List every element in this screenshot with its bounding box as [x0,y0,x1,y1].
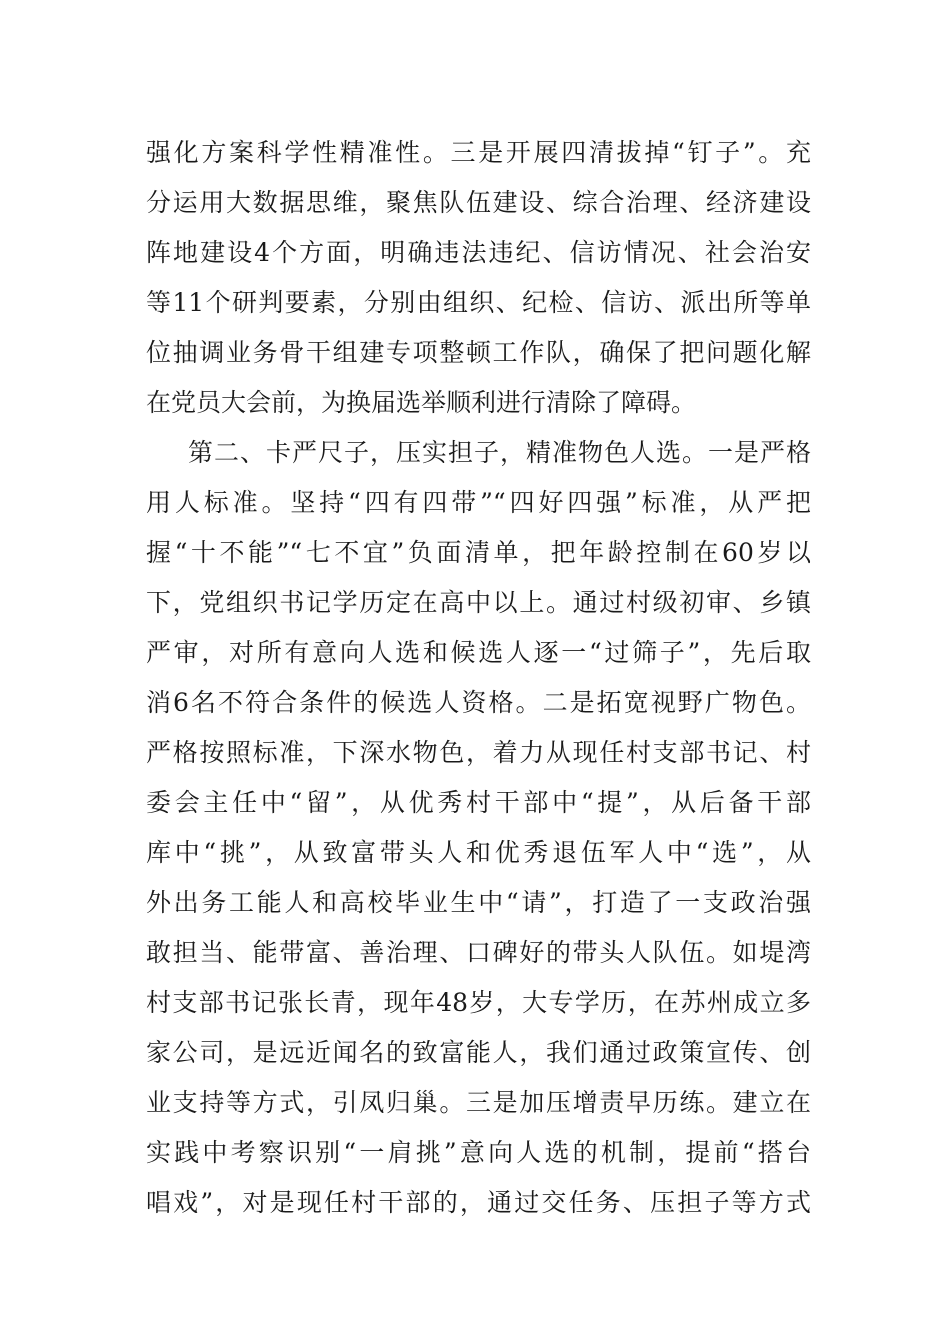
text-line: 实践中考察识别“一肩挑”意向人选的机制，提前“搭台 [146,1138,811,1167]
text-line: 阵地建设4个方面，明确违法违纪、信访情况、社会治安 [146,238,811,267]
text-line: 用人标准。坚持“四有四带”“四好四强”标准，从严把 [146,488,811,517]
text-line: 强化方案科学性精准性。三是开展四清拔掉“钉子”。充 [146,138,811,167]
text-line: 家公司，是远近闻名的致富能人，我们通过政策宣传、创 [146,1038,811,1067]
text-line: 握“十不能”“七不宜”负面清单，把年龄控制在60岁以 [146,538,811,567]
text-line: 等11个研判要素，分别由组织、纪检、信访、派出所等单 [146,288,811,317]
text-line: 位抽调业务骨干组建专项整顿工作队，确保了把问题化解 [146,338,811,367]
text-line: 外出务工能人和高校毕业生中“请”，打造了一支政治强 [146,888,811,917]
text-line: 第二、卡严尺子，压实担子，精准物色人选。一是严格 [188,438,811,467]
text-line: 唱戏”，对是现任村干部的，通过交任务、压担子等方式 [146,1188,811,1217]
text-line: 严审，对所有意向人选和候选人逐一“过筛子”，先后取 [146,638,811,667]
text-line: 严格按照标准，下深水物色，着力从现任村支部书记、村 [146,738,811,767]
text-line: 业支持等方式，引凤归巢。三是加压增责早历练。建立在 [146,1088,811,1117]
text-line: 委会主任中“留”，从优秀村干部中“提”，从后备干部 [146,788,811,817]
text-line: 村支部书记张长青，现年48岁，大专学历，在苏州成立多 [146,988,811,1017]
text-line: 敢担当、能带富、善治理、口碑好的带头人队伍。如堤湾 [146,938,811,967]
paragraph-section-two [146,428,811,1228]
text-line: 分运用大数据思维，聚焦队伍建设、综合治理、经济建设 [146,188,811,217]
text-line: 下，党组织书记学历定在高中以上。通过村级初审、乡镇 [146,588,811,617]
text-line: 库中“挑”，从致富带头人和优秀退伍军人中“选”，从 [146,838,811,867]
paragraph-continuation [146,128,811,428]
text-line: 在党员大会前，为换届选举顺利进行清除了障碍。 [146,388,697,417]
text-line: 消6名不符合条件的候选人资格。二是拓宽视野广物色。 [146,688,811,717]
document-body [146,128,811,1228]
